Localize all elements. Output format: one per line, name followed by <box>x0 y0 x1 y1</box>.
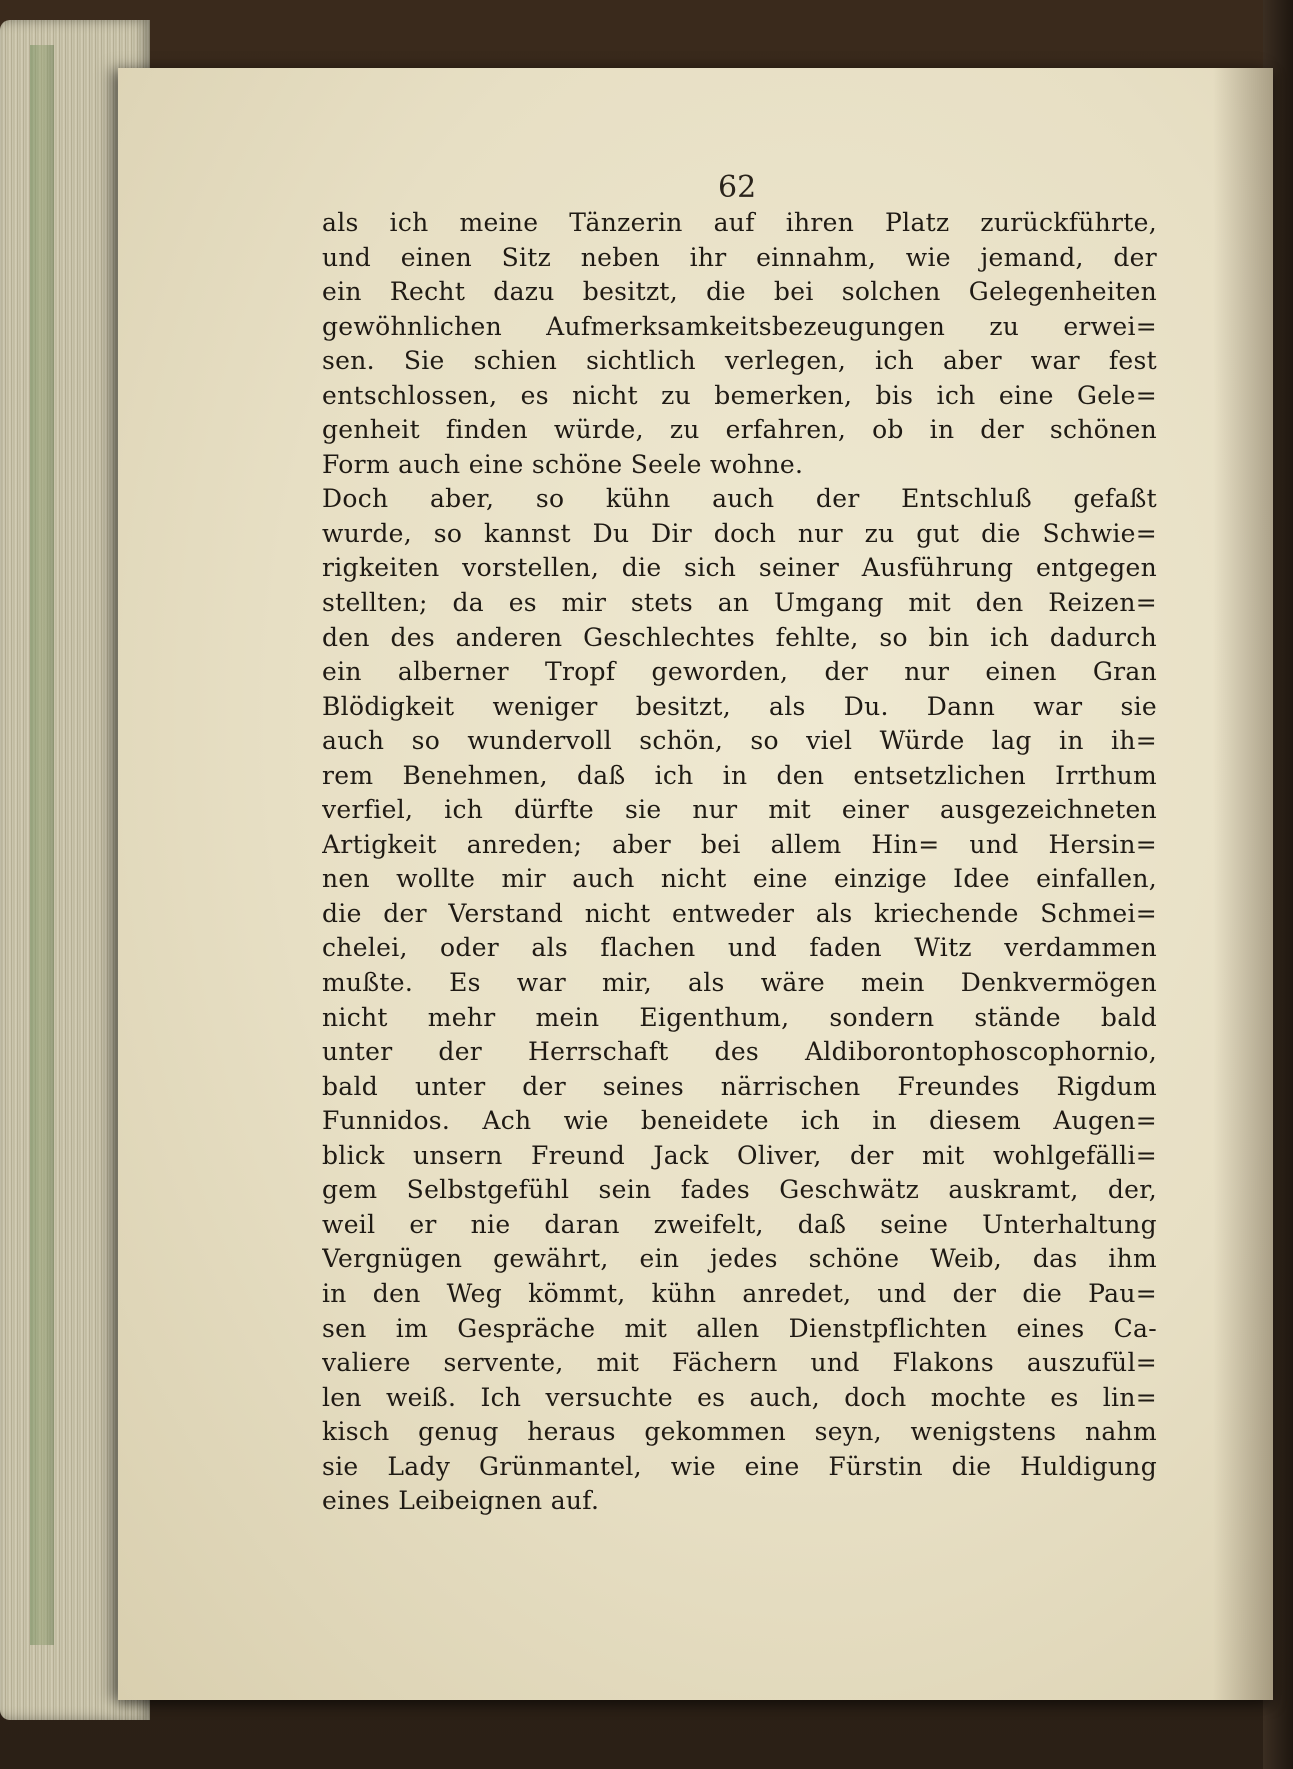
text-line: mußte. Es war mir, als wäre mein Denkvermögen <box>322 968 1157 998</box>
text-line: rigkeiten vorstellen, die sich seiner Ausführung entgegen <box>322 553 1157 583</box>
text-line: nen wollte mir auch nicht eine einzige Idee einfallen, <box>322 864 1157 894</box>
text-line: gewöhnlichen Aufmerksamkeitsbezeugungen zu erwei= <box>322 311 1157 341</box>
text-line: sen. Sie schien sichtlich verlegen, ich aber war fest <box>322 346 1157 376</box>
text-line: kisch genug heraus gekommen seyn, wenigstens nahm <box>322 1417 1157 1447</box>
text-line: genheit finden würde, zu erfahren, ob in der schönen <box>322 415 1157 445</box>
text-line: Form auch eine schöne Seele wohne. <box>322 449 804 479</box>
text-line: wurde, so kannst Du Dir doch nur zu gut die Schwie= <box>322 518 1157 548</box>
text-line: verfiel, ich dürfte sie nur mit einer ausgezeichneten <box>322 795 1157 825</box>
text-line: den des anderen Geschlechtes fehlte, so bin ich dadurch <box>322 622 1157 652</box>
text-line: Vergnügen gewährt, ein jedes schöne Weib, das ihm <box>322 1244 1157 1274</box>
page-edge-stain <box>30 45 54 1645</box>
text-line: entschlossen, es nicht zu bemerken, bis ich eine Gele= <box>322 380 1157 410</box>
text-line: rem Benehmen, daß ich in den entsetzlichen Irrthum <box>322 760 1157 790</box>
gutter-shadow <box>1213 68 1273 1700</box>
page-number: 62 <box>718 170 757 205</box>
text-line: als ich meine Tänzerin auf ihren Platz zurückführte, <box>322 208 1157 237</box>
text-line: ein alberner Tropf geworden, der nur einen Gran <box>322 657 1157 687</box>
text-line: chelei, oder als flachen und faden Witz verdammen <box>322 933 1157 963</box>
text-line: sie Lady Grünmantel, wie eine Fürstin die Huldigung <box>322 1451 1157 1481</box>
text-line: gem Selbstgefühl sein fades Geschwätz auskramt, der, <box>322 1175 1157 1205</box>
text-line: bald unter der seines närrischen Freundes Rigdum <box>322 1071 1157 1101</box>
text-line: len weiß. Ich versuchte es auch, doch mochte es lin= <box>322 1382 1157 1412</box>
text-line: und einen Sitz neben ihr einnahm, wie jemand, der <box>322 242 1157 272</box>
text-line: unter der Herrschaft des Aldiborontophoscophornio, <box>322 1037 1157 1067</box>
text-line: Doch aber, so kühn auch der Entschluß gefaßt <box>322 484 1157 514</box>
text-line: sen im Gespräche mit allen Dienstpflichten eines Ca- <box>322 1313 1157 1343</box>
text-line: auch so wundervoll schön, so viel Würde lag in ih= <box>322 726 1157 756</box>
text-line: Artigkeit anreden; aber bei allem Hin= und Hersin= <box>322 829 1157 859</box>
text-line: blick unsern Freund Jack Oliver, der mit wohlgefälli= <box>322 1140 1157 1170</box>
text-line: in den Weg kömmt, kühn anredet, und der die Pau= <box>322 1278 1157 1308</box>
text-line: eines Leibeignen auf. <box>322 1486 600 1516</box>
text-line: Funnidos. Ach wie beneidete ich in diesem Augen= <box>322 1106 1157 1136</box>
text-line: Blödigkeit weniger besitzt, als Du. Dann war sie <box>322 691 1157 721</box>
text-line: weil er nie daran zweifelt, daß seine Unterhaltung <box>322 1209 1157 1239</box>
text-line: ein Recht dazu besitzt, die bei solchen Gelegenheiten <box>322 277 1157 307</box>
text-line: die der Verstand nicht entweder als kriechende Schmei= <box>322 898 1157 928</box>
body-text <box>322 206 1157 1519</box>
text-line: valiere servente, mit Fächern und Flakons auszufül= <box>322 1348 1157 1378</box>
text-line: nicht mehr mein Eigenthum, sondern stände bald <box>322 1002 1157 1032</box>
text-line: stellten; da es mir stets an Umgang mit den Reizen= <box>322 588 1157 618</box>
